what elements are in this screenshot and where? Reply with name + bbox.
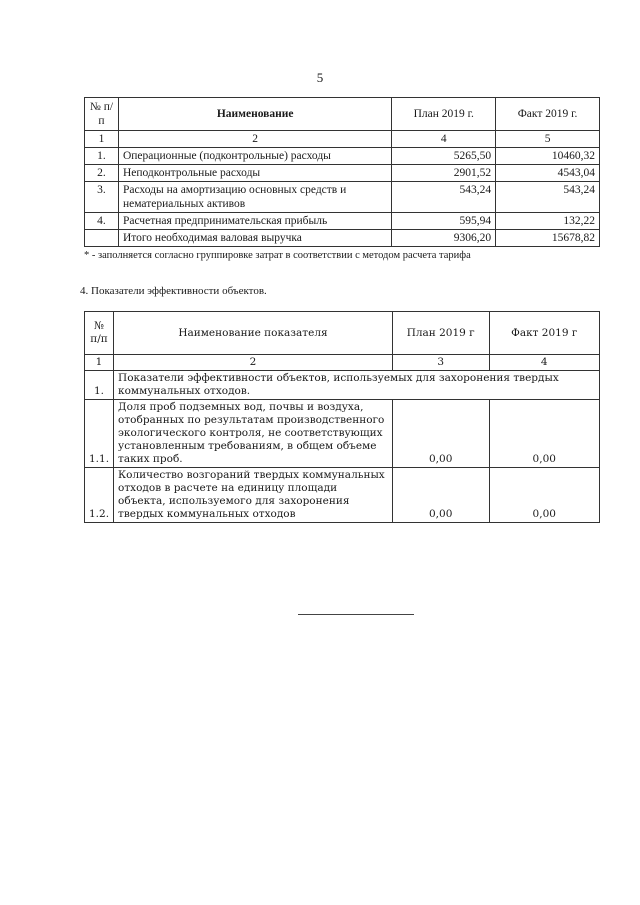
header-name: Наименование показателя	[114, 312, 393, 355]
row-num: 2.	[85, 165, 119, 182]
header-name: Наименование	[118, 98, 391, 131]
index-cell: 5	[496, 131, 600, 148]
row-plan: 2901,52	[392, 165, 496, 182]
index-cell: 2	[118, 131, 391, 148]
row-num: 3.	[85, 182, 119, 213]
table-row	[85, 213, 600, 230]
index-cell: 4	[489, 355, 600, 371]
budget-table	[84, 97, 600, 247]
total-num-empty	[85, 230, 119, 247]
header-plan: План 2019 г.	[392, 98, 496, 131]
index-cell: 1	[85, 131, 119, 148]
index-cell: 1	[85, 355, 114, 371]
separator-line	[298, 614, 414, 615]
row-fact: 0,00	[489, 400, 600, 468]
index-cell: 2	[114, 355, 393, 371]
group-num: 1.	[85, 371, 114, 400]
table-row	[85, 182, 600, 213]
total-fact: 15678,82	[496, 230, 600, 247]
row-name: Неподконтрольные расходы	[118, 165, 391, 182]
row-num: 4.	[85, 213, 119, 230]
row-plan: 5265,50	[392, 148, 496, 165]
row-fact: 10460,32	[496, 148, 600, 165]
row-plan: 0,00	[392, 400, 489, 468]
header-plan: План 2019 г	[392, 312, 489, 355]
table-row	[85, 148, 600, 165]
header-fact: Факт 2019 г	[489, 312, 600, 355]
row-plan: 0,00	[392, 468, 489, 523]
row-name: Доля проб подземных вод, почвы и воздуха, отобранных по результатам производственного экологического контроля, не соответствующих установленным требованиям, в общем объеме таких проб.	[114, 400, 393, 468]
page-number: 5	[316, 70, 324, 85]
table-header-row	[85, 98, 600, 131]
index-row	[85, 131, 600, 148]
row-num: 1.	[85, 148, 119, 165]
row-fact: 543,24	[496, 182, 600, 213]
group-row	[85, 371, 600, 400]
row-name: Операционные (подконтрольные) расходы	[118, 148, 391, 165]
section-title: 4. Показатели эффективности объектов.	[80, 285, 267, 297]
row-plan: 595,94	[392, 213, 496, 230]
row-num: 1.2.	[85, 468, 114, 523]
header-num: № п/п	[85, 312, 114, 355]
row-name: Количество возгораний твердых коммунальных отходов в расчете на единицу площади объекта, используемого для захоронения твердых коммунальных отходов	[114, 468, 393, 523]
row-num: 1.1.	[85, 400, 114, 468]
row-fact: 0,00	[489, 468, 600, 523]
table-row	[85, 400, 600, 468]
row-name: Расчетная предпринимательская прибыль	[118, 213, 391, 230]
row-fact: 132,22	[496, 213, 600, 230]
table-row	[85, 468, 600, 523]
header-num: № п/п	[85, 98, 119, 131]
row-fact: 4543,04	[496, 165, 600, 182]
row-name: Расходы на амортизацию основных средств и нематериальных активов	[118, 182, 391, 213]
table-header-row	[85, 312, 600, 355]
total-name: Итого необходимая валовая выручка	[118, 230, 391, 247]
index-row	[85, 355, 600, 371]
table-row	[85, 165, 600, 182]
header-fact: Факт 2019 г.	[496, 98, 600, 131]
total-row	[85, 230, 600, 247]
efficiency-table	[84, 311, 600, 523]
total-plan: 9306,20	[392, 230, 496, 247]
index-cell: 4	[392, 131, 496, 148]
index-cell: 3	[392, 355, 489, 371]
footnote: * - заполняется согласно группировке затрат в соответствии с методом расчета тарифа	[84, 250, 471, 261]
row-plan: 543,24	[392, 182, 496, 213]
group-name: Показатели эффективности объектов, используемых для захоронения твердых коммунальных отходов.	[114, 371, 600, 400]
